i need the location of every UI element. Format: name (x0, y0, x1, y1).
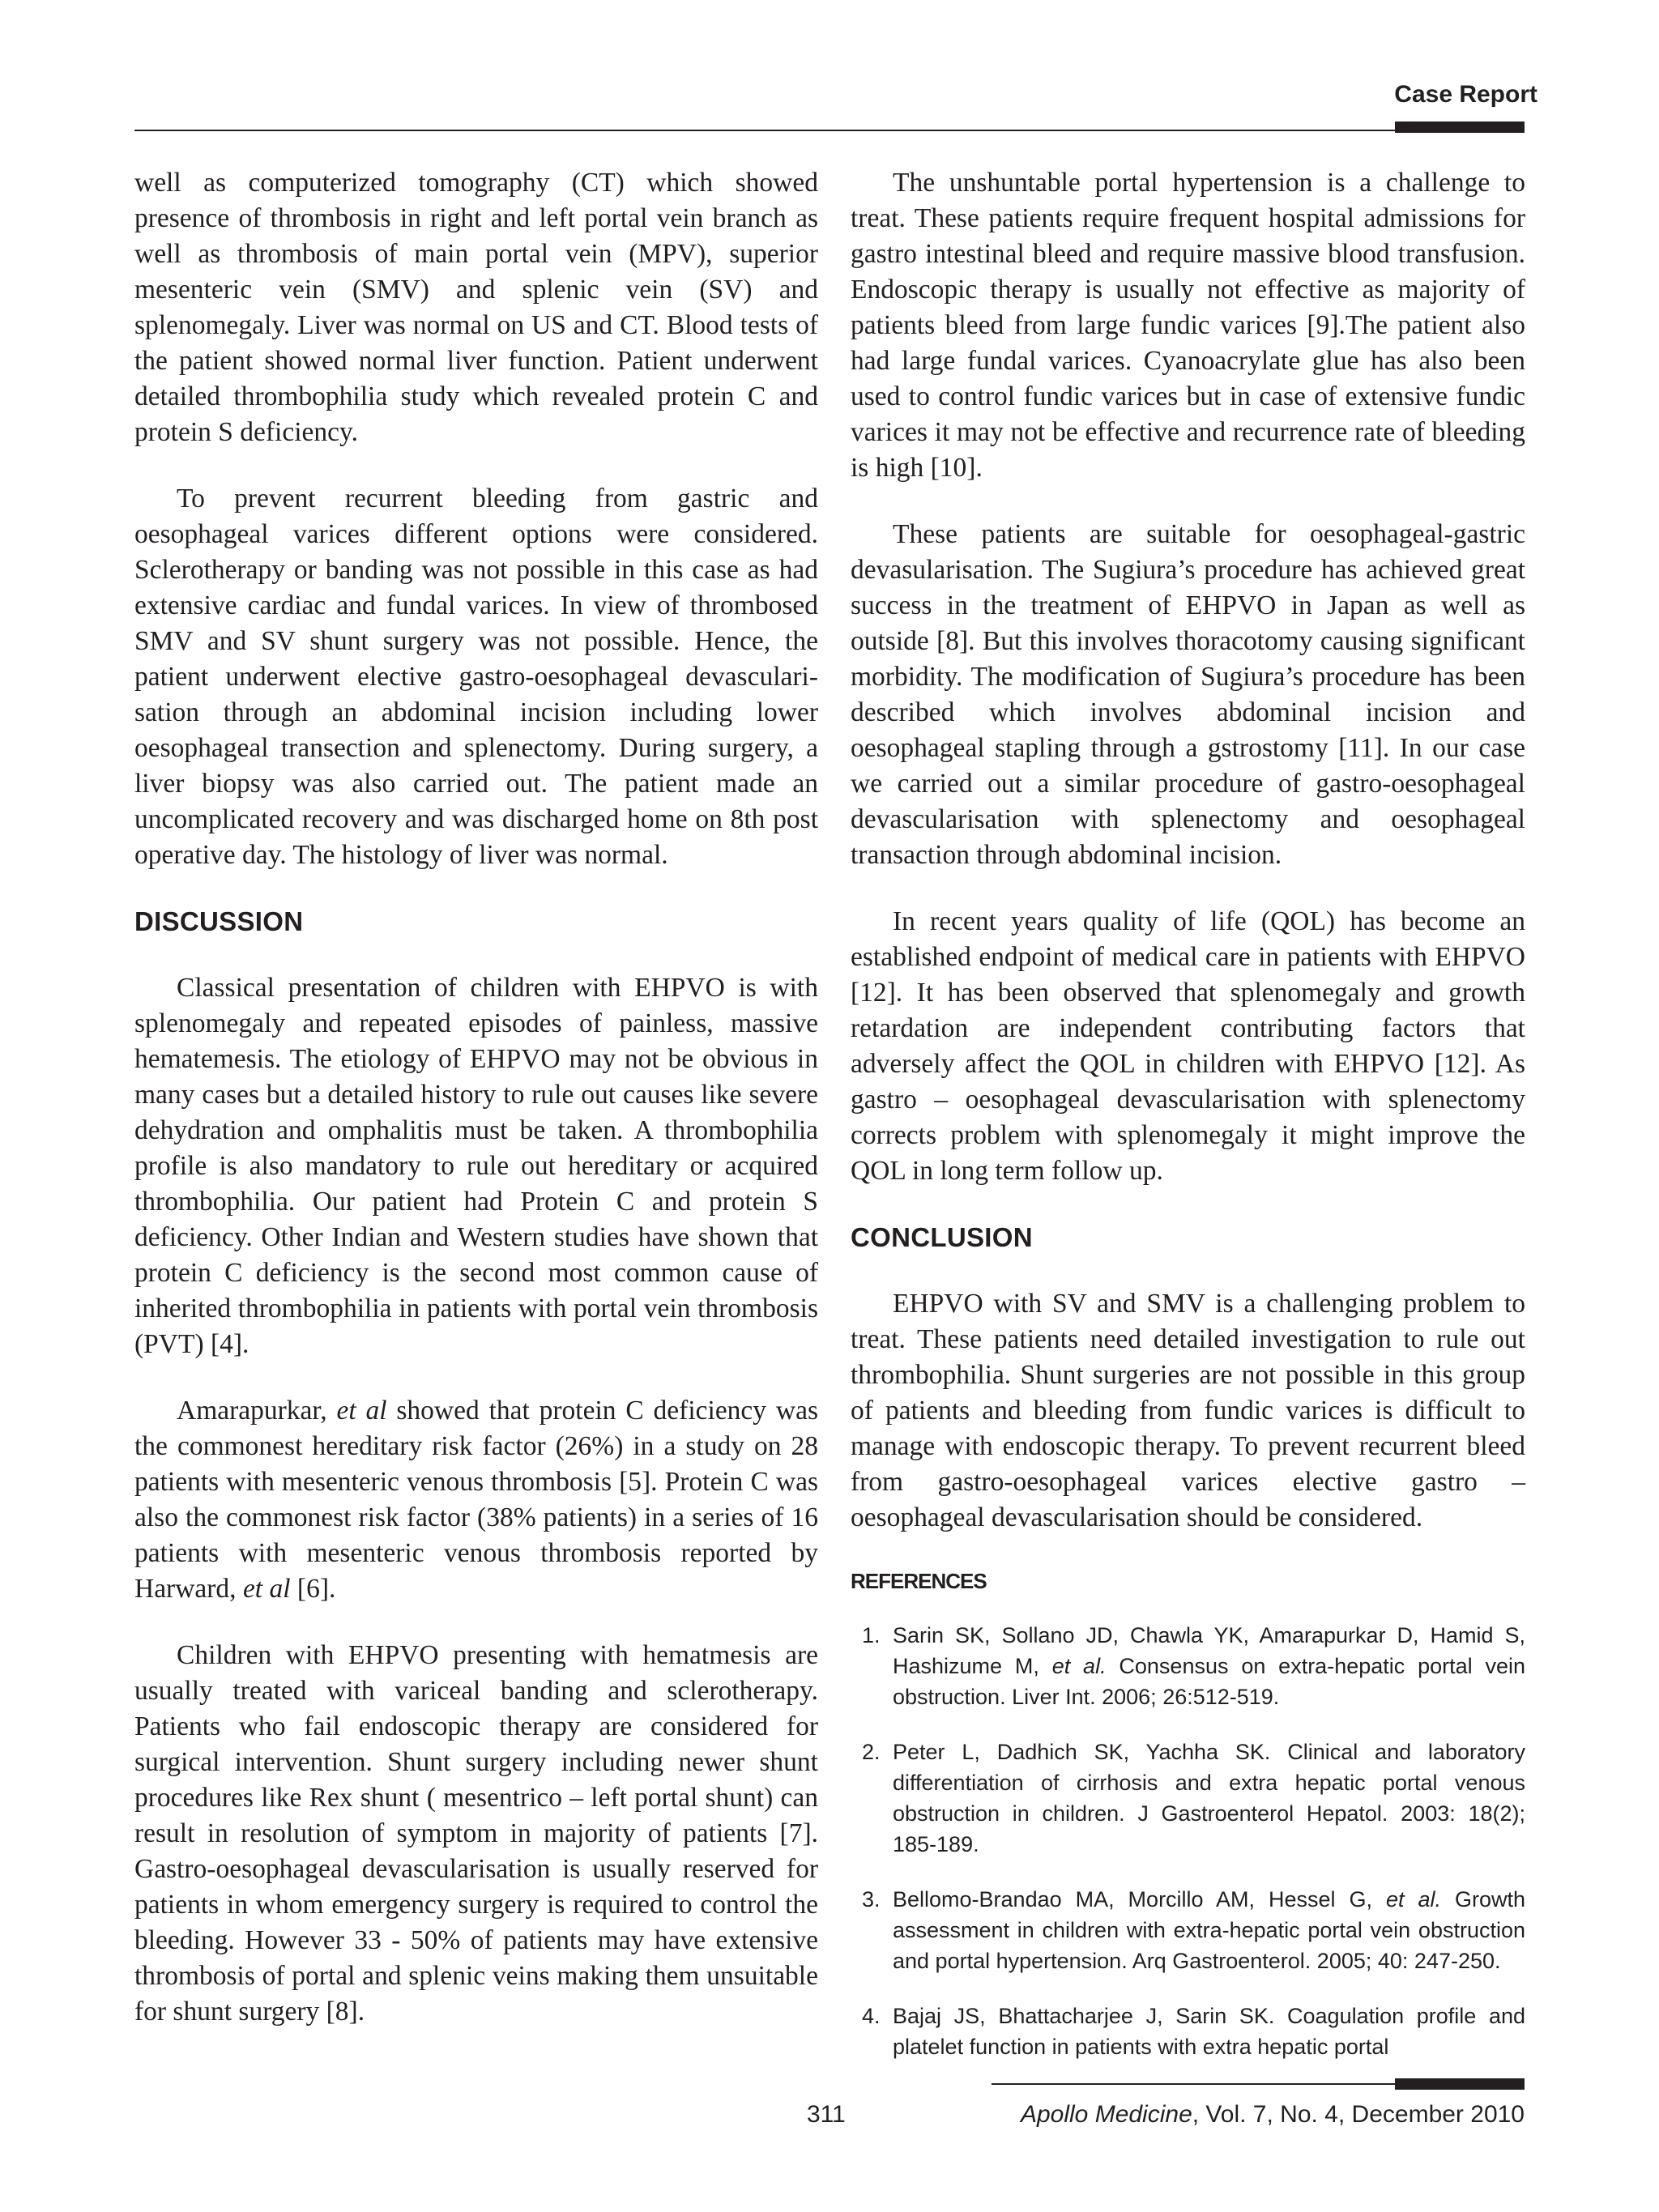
text-run: Sarin SK, Sollano JD, Chawla YK, Amarapurkar D, Hamid S, Hashizume M, (893, 1623, 1525, 1678)
paragraph: The unshuntable portal hypertension is a challenge to treat. These patients require frequent hospital admissions for gastro intestinal bleed and require massive blood transfusion. Endoscopic therapy is usually not effective as majority of patients bleed from large fundic varices [9].The patient also had large fundal varices. Cyanoacrylate glue has also been used to control fundic varices but in case of extensive fundic varices it may not be effective and recurrence rate of bleeding is high [10]. (851, 168, 1525, 483)
text-run: [6]. (290, 1574, 336, 1604)
italic-text: et al (242, 1574, 291, 1604)
text-run: Bajaj JS, Bhattacharjee J, Sarin SK. Coagulation profile and platelet function in patients with extra hepatic portal (893, 2004, 1525, 2059)
italic-text: et al. (1051, 1654, 1107, 1678)
italic-text: et al (336, 1396, 387, 1426)
conclusion-heading: CONCLUSION (851, 1222, 1033, 1252)
discussion-heading: DISCUSSION (134, 906, 304, 936)
reference-number: 2. (862, 1740, 881, 1764)
text-run: Growth assessment in children with extra-hepatic portal vein obstruction and portal hypertension. Arq Gastroenterol. 2005; 40: 247-250. (893, 1887, 1525, 1973)
reference-item (851, 2001, 1525, 2062)
left-column (134, 165, 818, 2061)
reference-number: 3. (862, 1887, 881, 1912)
paragraph: Classical presentation of children with EHPVO is with splenomegaly and repeated episodes of painless, massive hematemesis. The etiology of EHPVO may not be obvious in many cases but a detailed history to rule out causes like severe dehydration and omphalitis must be taken. A thrombophilia profile is also mandatory to rule out hereditary or acquired thrombophilia. Our patient had Protein C and protein S deficiency. Other Indian and Western studies have shown that protein C deficiency is the second most common cause of inherited thrombophilia in patients with portal vein thrombosis (PVT) [4]. (134, 973, 818, 1359)
reference-text (893, 1737, 1525, 1860)
paragraph: In recent years quality of life (QOL) has become an established endpoint of medical care in patients with EHPVO [12]. It has been observed that splenomegaly and growth retardation are independent contributing factors that adversely affect the QOL in children with EHPVO [12]. As gastro – oesophageal devascularisation with splenectomy corrects problem with splenomegaly it might improve the QOL in long term follow up. (851, 906, 1525, 1186)
reference-number: 4. (862, 2004, 881, 2028)
footer-accent-bar (1395, 2078, 1525, 2090)
journal-details: , Vol. 7, No. 4, December 2010 (1192, 2101, 1525, 2128)
text-run: showed that protein C deficiency was the commonest hereditary risk factor (26%) in a study on 28 patients with mesenteric venous thrombosis [5]. Protein C was also the commonest risk factor (38% patients) in a series of 16 patients with mesenteric venous thrombosis reported by Harward, (134, 1396, 818, 1604)
right-column (851, 165, 1525, 2086)
running-header: Case Report (1394, 81, 1537, 108)
paragraph: Children with EHPVO presenting with hematmesis are usually treated with variceal banding and sclerotherapy. Patients who fail endoscopic therapy are considered for surgical intervention. Shunt surgery including newer shunt procedures like Rex shunt ( mesentrico – left portal shunt) can result in resolution of symptom in majority of patients [7]. Gastro-oesophageal devascularisation is usually reserved for patients in whom emergency surgery is required to control the bleeding. However 33 - 50% of patients may have extensive thrombosis of portal and splenic veins making them unsuitable for shunt surgery [8]. (134, 1640, 818, 2027)
paragraph: These patients are suitable for oesophageal-gastric devasularisation. The Sugiura’s procedure has achieved great success in the treatment of EHPVO in Japan as well as outside [8]. But this involves thoracotomy causing significant morbidity. The modification of Sugiura’s procedure has been described which involves abdominal incision and oesophageal stapling through a gstrostomy [11]. In our case we carried out a similar procedure of gastro-oesophageal devascularisation with splenectomy and oesophageal transaction through abdominal incision. (851, 519, 1525, 870)
journal-citation (1021, 2101, 1525, 2129)
references-heading: REFERENCES (851, 1569, 987, 1593)
text-run: Peter L, Dadhich SK, Yachha SK. Clinical and laboratory differentiation of cirrhosis and extra hepatic portal venous obstruction in children. J Gastroenterol Hepatol. 2003: 18(2); 185-189. (893, 1740, 1525, 1856)
page-number: 311 (807, 2101, 846, 2128)
reference-item (851, 1884, 1525, 1976)
journal-name: Apollo Medicine (1020, 2101, 1192, 2128)
reference-text (893, 1620, 1525, 1712)
reference-number: 1. (862, 1623, 881, 1647)
reference-list (851, 1620, 1525, 2062)
text-run: Amarapurkar, (177, 1396, 337, 1426)
reference-item (851, 1737, 1525, 1860)
paragraph: To prevent recurrent bleeding from gastric and oesophageal varices different options were considered. Sclerotherapy or banding was not possible in this case as had extensive cardiac and fundal varices. In view of thrombosed SMV and SV shunt surgery was not possible. Hence, the patient underwent elective gastro-oesophageal devasculari-sation through an abdominal incision including lower oesophageal transection and splenectomy. During surgery, a liver biopsy was also carried out. The patient made an uncomplicated recovery and was discharged home on 8th post operative day. The histology of liver was normal. (134, 484, 818, 870)
italic-text: et al. (1385, 1887, 1441, 1912)
paragraph: EHPVO with SV and SMV is a challenging problem to treat. These patients need detailed investigation to rule out thrombophilia. Shunt surgeries are not possible in this group of patients and bleeding from fundic varices is difficult to manage with endoscopic therapy. To prevent recurrent bleed from gastro-oesophageal varices elective gastro – oesophageal devascularisation should be considered. (851, 1289, 1525, 1532)
reference-text (893, 1884, 1525, 1976)
header-rule (134, 130, 1525, 131)
paragraph (134, 1393, 818, 1607)
reference-text (893, 2001, 1525, 2062)
reference-item (851, 1620, 1525, 1712)
text-run: Bellomo-Brandao MA, Morcillo AM, Hessel G, (893, 1887, 1386, 1912)
header-accent-bar (1395, 121, 1525, 133)
paragraph: well as computerized tomography (CT) which showed presence of thrombosis in right and left portal vein branch as well as thrombosis of main portal vein (MPV), superior mesenteric vein (SMV) and splenic vein (SV) and splenomegaly. Liver was normal on US and CT. Blood tests of the patient showed normal liver function. Patient underwent detailed thrombophilia study which revealed protein C and protein S deficiency. (134, 168, 818, 447)
text-run: Consensus on extra-hepatic portal vein obstruction. Liver Int. 2006; 26:512-519. (893, 1654, 1525, 1709)
